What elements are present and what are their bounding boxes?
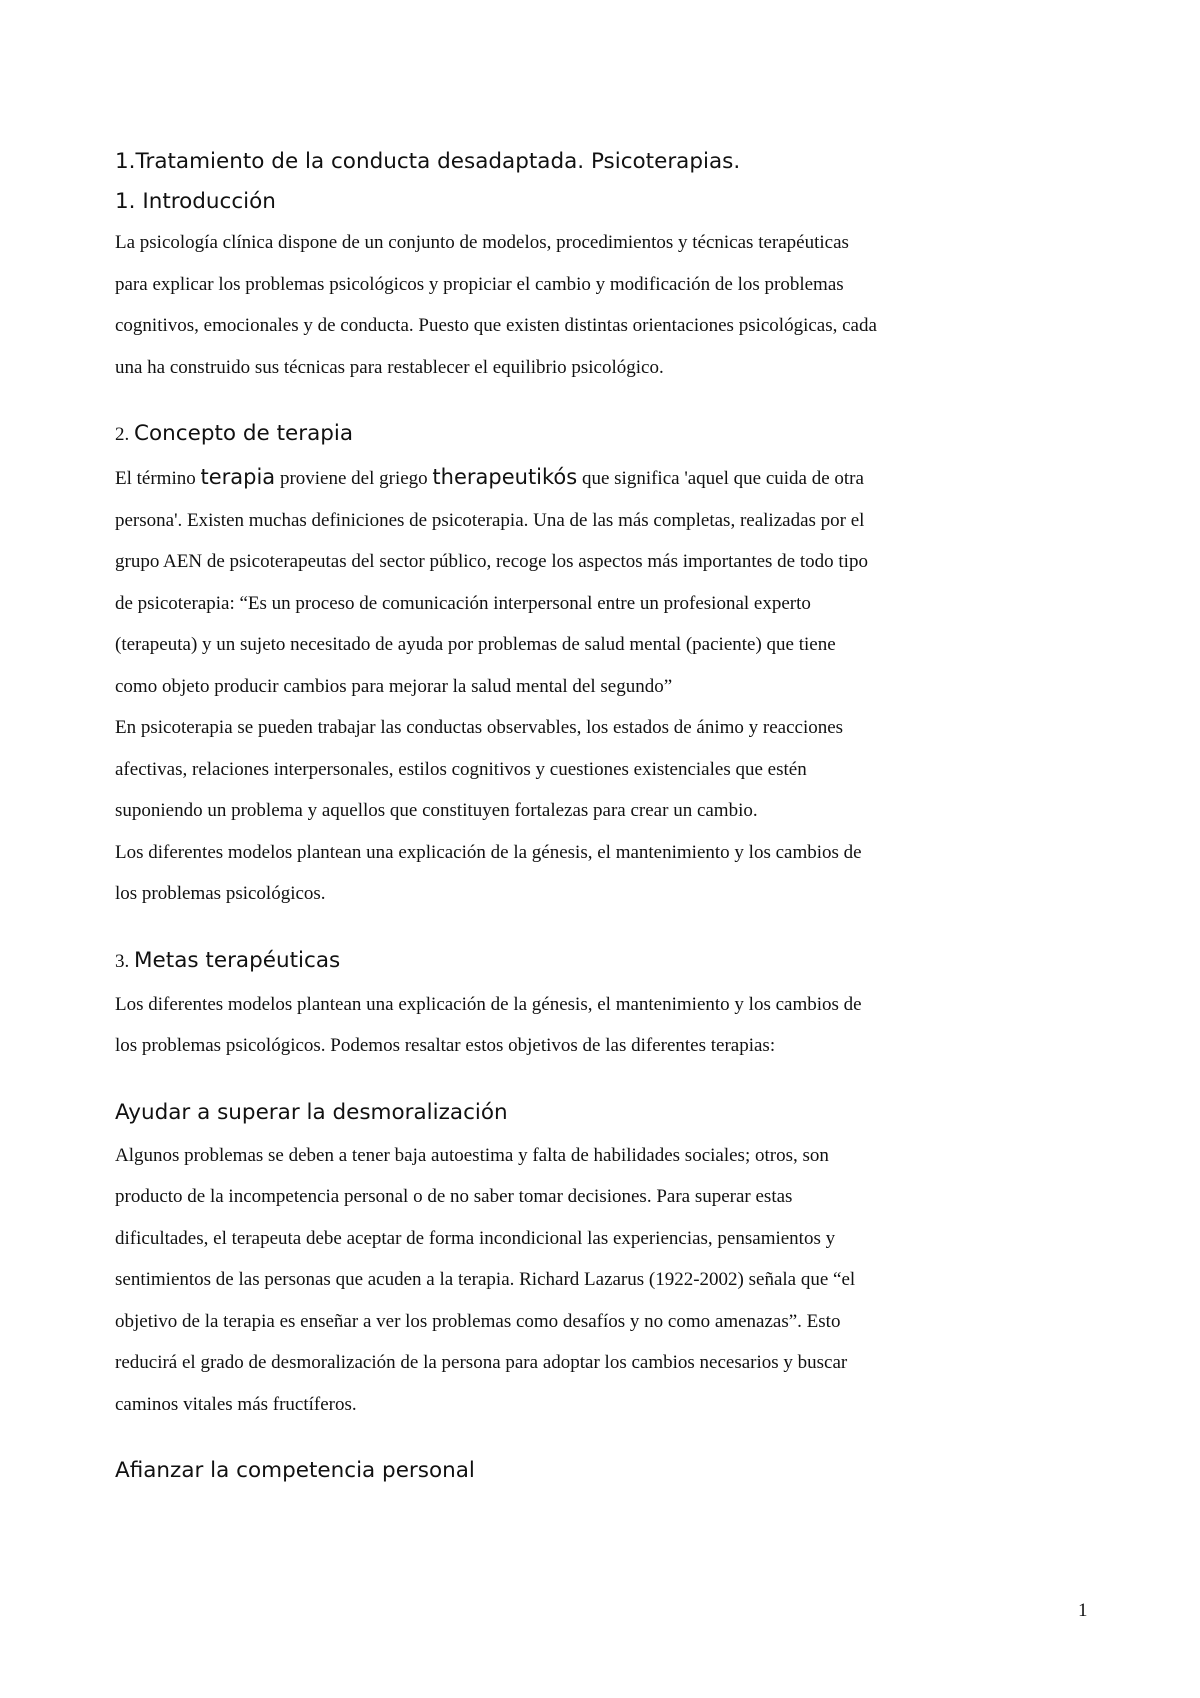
text-run: que significa 'aquel que cuida de otra <box>577 468 864 489</box>
subsection-1-heading: Ayudar a superar la desmoralización <box>115 1099 508 1125</box>
section-2-number: 2. <box>115 424 134 445</box>
section-2-paragraph <box>115 457 1100 915</box>
document-title: 1.Tratamiento de la conducta desadaptada. Psicoterapias. <box>115 149 741 174</box>
section-3-paragraph <box>115 984 1100 1067</box>
paragraph-line: objetivo de la terapia es enseñar a ver los problemas como desafíos y no como amenazas”. Esto <box>115 1310 841 1332</box>
paragraph-line: afectivas, relaciones interpersonales, estilos cognitivos y cuestiones existenciales que estén <box>115 758 807 780</box>
paragraph-line: los problemas psicológicos. <box>115 883 326 904</box>
section-2-heading <box>115 420 1100 449</box>
page-number: 1 <box>1078 1600 1088 1621</box>
paragraph-line: persona'. Existen muchas definiciones de psicoterapia. Una de las más completas, realizadas por el <box>115 509 865 531</box>
paragraph-line: de psicoterapia: “Es un proceso de comunicación interpersonal entre un profesional experto <box>115 592 811 614</box>
subsection-1-paragraph <box>115 1135 1100 1426</box>
paragraph-line: Los diferentes modelos plantean una explicación de la génesis, el mantenimiento y los cambios de <box>115 993 862 1015</box>
paragraph-line <box>115 457 1100 500</box>
paragraph-line: La psicología clínica dispone de un conjunto de modelos, procedimientos y técnicas terapéuticas <box>115 232 849 253</box>
paragraph-line: los problemas psicológicos. Podemos resaltar estos objetivos de las diferentes terapias: <box>115 1035 776 1056</box>
paragraph-line: grupo AEN de psicoterapeutas del sector público, recoge los aspectos más importantes de todo tipo <box>115 551 868 572</box>
paragraph-line: suponiendo un problema y aquellos que constituyen fortalezas para crear un cambio. <box>115 800 758 821</box>
section-2-title: Concepto de terapia <box>134 421 354 446</box>
section-3-number: 3. <box>115 950 134 972</box>
paragraph-line: Los diferentes modelos plantean una explicación de la génesis, el mantenimiento y los cambios de <box>115 841 862 863</box>
paragraph-line: cognitivos, emocionales y de conducta. Puesto que existen distintas orientaciones psicológicas, cada <box>115 315 877 336</box>
subsection-2-heading: Afianzar la competencia personal <box>115 1458 475 1483</box>
paragraph-line: como objeto producir cambios para mejorar la salud mental del segundo” <box>115 675 673 697</box>
term-therapeutikos: therapeutikós <box>432 465 578 489</box>
paragraph-line: producto de la incompetencia personal o de no saber tomar decisiones. Para superar estas <box>115 1186 793 1207</box>
paragraph-line: para explicar los problemas psicológicos y propiciar el cambio y modificación de los problemas <box>115 273 844 295</box>
paragraph-line: reducirá el grado de desmoralización de la persona para adoptar los cambios necesarios y buscar <box>115 1352 848 1373</box>
text-run: proviene del griego <box>275 468 433 489</box>
term-terapia: terapia <box>200 465 276 489</box>
paragraph-line: sentimientos de las personas que acuden a la terapia. Richard Lazarus (1922-2002) señala que “el <box>115 1269 856 1290</box>
document-page <box>115 148 1100 1493</box>
paragraph-line: caminos vitales más fructíferos. <box>115 1393 357 1415</box>
section-3-heading <box>115 947 1100 976</box>
paragraph-line: (terapeuta) y un sujeto necesitado de ayuda por problemas de salud mental (paciente) que tiene <box>115 634 836 655</box>
paragraph-line: Algunos problemas se deben a tener baja autoestima y falta de habilidades sociales; otros, son <box>115 1144 829 1166</box>
paragraph-line: dificultades, el terapeuta debe aceptar de forma incondicional las experiencias, pensamientos y <box>115 1227 836 1249</box>
section-1-paragraph <box>115 222 1100 388</box>
paragraph-line: una ha construido sus técnicas para restablecer el equilibrio psicológico. <box>115 356 664 378</box>
section-3-title: Metas terapéuticas <box>134 947 341 973</box>
paragraph-line: En psicoterapia se pueden trabajar las conductas observables, los estados de ánimo y reacciones <box>115 717 844 738</box>
section-1-heading: 1. Introducción <box>115 189 276 214</box>
text-run: El término <box>115 468 201 489</box>
